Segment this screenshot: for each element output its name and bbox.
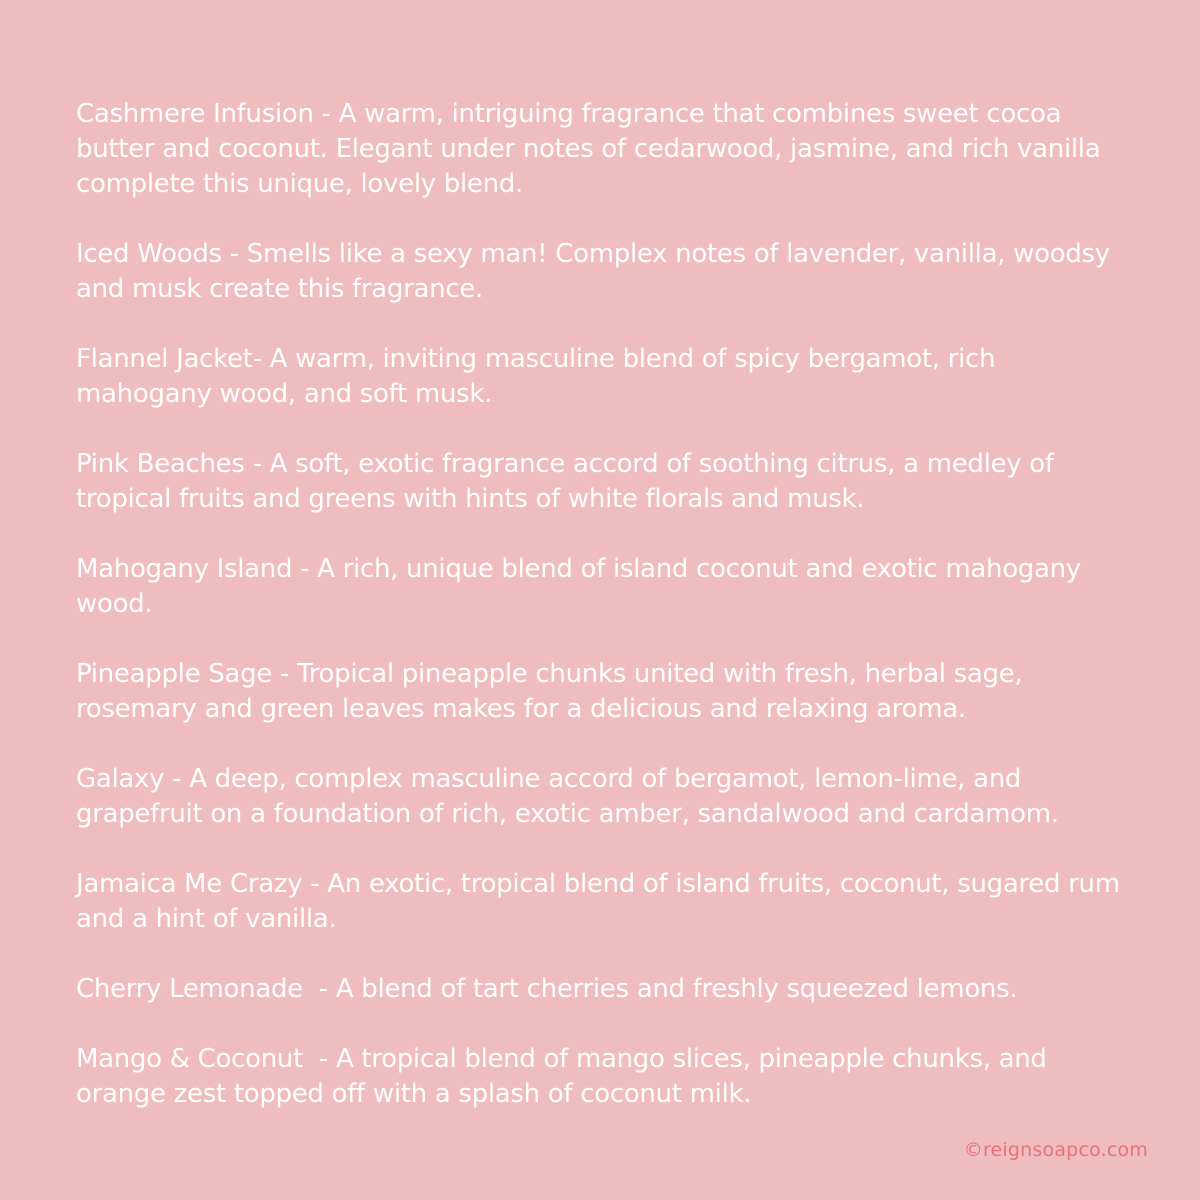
- fragrance-entry-iced-woods: Iced Woods - Smells like a sexy man! Complex notes of lavender, vanilla, woodsy and musk create this fragrance.: [76, 239, 1118, 304]
- fragrance-list: [76, 97, 1136, 1147]
- fragrance-entry-cashmere-infusion: Cashmere Infusion - A warm, intriguing fragrance that combines sweet cocoa butter and coconut. Elegant under notes of cedarwood, jasmine, and rich vanilla complete this unique, lovely blend.: [76, 99, 1109, 199]
- fragrance-entry-mango-coconut: Mango & Coconut - A tropical blend of mango slices, pineapple chunks, and orange zest topped off with a splash of coconut milk.: [76, 1044, 1055, 1109]
- fragrance-entry-pineapple-sage: Pineapple Sage - Tropical pineapple chunks united with fresh, herbal sage, rosemary and green leaves makes for a delicious and relaxing aroma.: [76, 659, 1031, 724]
- fragrance-entry-cherry-lemonade: Cherry Lemonade - A blend of tart cherries and freshly squeezed lemons.: [76, 974, 1018, 1004]
- copyright-watermark: ©reignsoapco.com: [963, 1139, 1148, 1161]
- fragrance-entry-galaxy: Galaxy - A deep, complex masculine accord of bergamot, lemon-lime, and grapefruit on a foundation of rich, exotic amber, sandalwood and cardamom.: [76, 764, 1059, 829]
- fragrance-entry-jamaica-me-crazy: Jamaica Me Crazy - An exotic, tropical blend of island fruits, coconut, sugared rum and a hint of vanilla.: [76, 869, 1128, 934]
- fragrance-entry-pink-beaches: Pink Beaches - A soft, exotic fragrance accord of soothing citrus, a medley of tropical fruits and greens with hints of white florals and musk.: [76, 449, 1062, 514]
- fragrance-entry-mahogany-island: Mahogany Island - A rich, unique blend of island coconut and exotic mahogany wood.: [76, 554, 1089, 619]
- fragrance-entry-flannel-jacket: Flannel Jacket- A warm, inviting masculine blend of spicy bergamot, rich mahogany wood, and soft musk.: [76, 344, 1004, 409]
